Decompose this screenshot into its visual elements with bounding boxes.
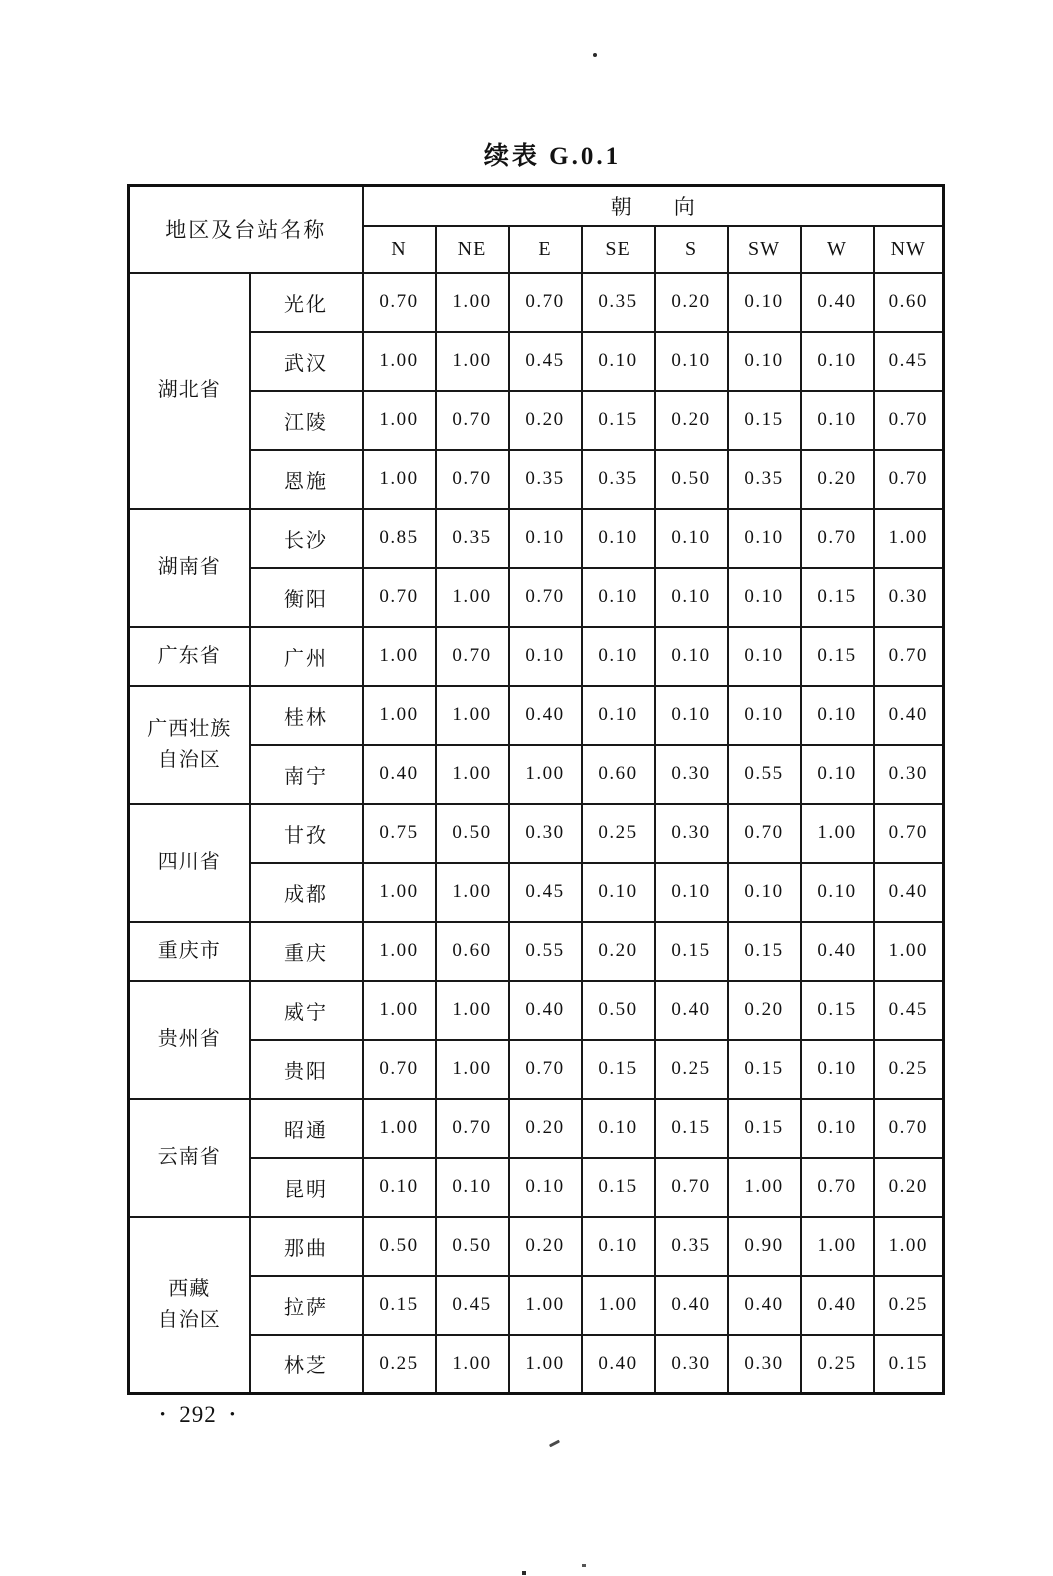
- header-direction-s: S: [655, 226, 728, 273]
- value-cell: 0.50: [582, 981, 655, 1040]
- value-cell: 0.55: [509, 922, 582, 981]
- value-cell: 0.20: [655, 391, 728, 450]
- value-cell: 0.40: [655, 1276, 728, 1335]
- station-cell: 南宁: [250, 745, 363, 804]
- value-cell: 0.10: [509, 509, 582, 568]
- value-cell: 0.25: [363, 1335, 436, 1394]
- value-cell: 1.00: [728, 1158, 801, 1217]
- value-cell: 1.00: [363, 627, 436, 686]
- value-cell: 0.40: [363, 745, 436, 804]
- value-cell: 0.10: [655, 627, 728, 686]
- value-cell: 1.00: [436, 981, 509, 1040]
- table-title: 续表 G.0.1: [483, 143, 622, 170]
- value-cell: 0.70: [874, 391, 944, 450]
- region-cell: [129, 1217, 250, 1394]
- value-cell: 0.10: [801, 686, 874, 745]
- value-cell: 0.70: [436, 450, 509, 509]
- value-cell: 0.70: [655, 1158, 728, 1217]
- value-cell: 0.20: [801, 450, 874, 509]
- header-region-station: 地区及台站名称: [129, 186, 363, 273]
- value-cell: 1.00: [436, 686, 509, 745]
- value-cell: 0.10: [801, 1040, 874, 1099]
- value-cell: 0.30: [655, 745, 728, 804]
- value-cell: 0.70: [509, 273, 582, 332]
- station-cell: 衡阳: [250, 568, 363, 627]
- value-cell: 0.70: [363, 568, 436, 627]
- value-cell: 0.50: [363, 1217, 436, 1276]
- value-cell: 0.30: [874, 745, 944, 804]
- table-row: [129, 509, 944, 568]
- value-cell: 0.35: [436, 509, 509, 568]
- station-cell: 昆明: [250, 1158, 363, 1217]
- value-cell: 0.40: [509, 686, 582, 745]
- value-cell: 1.00: [509, 1335, 582, 1394]
- value-cell: 0.30: [728, 1335, 801, 1394]
- value-cell: 0.75: [363, 804, 436, 863]
- value-cell: 0.10: [582, 568, 655, 627]
- region-cell: [129, 804, 250, 922]
- value-cell: 0.10: [728, 863, 801, 922]
- value-cell: 0.40: [582, 1335, 655, 1394]
- value-cell: 0.70: [728, 804, 801, 863]
- region-cell: [129, 1099, 250, 1217]
- value-cell: 0.70: [509, 1040, 582, 1099]
- table-row: [129, 450, 944, 509]
- value-cell: 0.35: [728, 450, 801, 509]
- value-cell: 0.20: [509, 1217, 582, 1276]
- table-row: [129, 1276, 944, 1335]
- station-cell: 光化: [250, 273, 363, 332]
- header-row-top: [129, 186, 944, 226]
- scan-artifact-dot: [582, 1564, 586, 1567]
- value-cell: 0.15: [801, 568, 874, 627]
- value-cell: 0.10: [582, 1099, 655, 1158]
- value-cell: 0.15: [582, 391, 655, 450]
- station-cell: 那曲: [250, 1217, 363, 1276]
- header-orientation: 朝 向: [363, 186, 944, 226]
- value-cell: 0.25: [874, 1040, 944, 1099]
- value-cell: 1.00: [363, 981, 436, 1040]
- value-cell: 0.40: [801, 922, 874, 981]
- value-cell: 0.70: [363, 1040, 436, 1099]
- value-cell: 1.00: [363, 863, 436, 922]
- value-cell: 1.00: [509, 745, 582, 804]
- station-cell: 恩施: [250, 450, 363, 509]
- value-cell: 0.10: [509, 1158, 582, 1217]
- table-row: [129, 1335, 944, 1394]
- value-cell: 0.50: [436, 804, 509, 863]
- value-cell: 0.70: [509, 568, 582, 627]
- value-cell: 0.20: [655, 273, 728, 332]
- value-cell: 0.35: [582, 273, 655, 332]
- value-cell: 0.70: [801, 509, 874, 568]
- value-cell: 0.85: [363, 509, 436, 568]
- value-cell: 0.10: [801, 1099, 874, 1158]
- value-cell: 0.10: [582, 332, 655, 391]
- station-cell: 威宁: [250, 981, 363, 1040]
- value-cell: 0.15: [728, 922, 801, 981]
- value-cell: 1.00: [363, 332, 436, 391]
- scan-artifact-dot: [522, 1571, 526, 1575]
- value-cell: 0.45: [436, 1276, 509, 1335]
- value-cell: 0.30: [655, 1335, 728, 1394]
- table-row: [129, 1040, 944, 1099]
- value-cell: 0.10: [801, 391, 874, 450]
- value-cell: 1.00: [363, 450, 436, 509]
- value-cell: 1.00: [582, 1276, 655, 1335]
- table-row: [129, 273, 944, 332]
- station-cell: 昭通: [250, 1099, 363, 1158]
- value-cell: 0.10: [728, 332, 801, 391]
- value-cell: 0.40: [874, 686, 944, 745]
- station-cell: 武汉: [250, 332, 363, 391]
- region-name: 西藏: [168, 1277, 211, 1300]
- value-cell: 0.20: [874, 1158, 944, 1217]
- value-cell: 1.00: [436, 1335, 509, 1394]
- value-cell: 1.00: [874, 1217, 944, 1276]
- value-cell: 0.15: [655, 1099, 728, 1158]
- value-cell: 0.70: [874, 450, 944, 509]
- value-cell: 0.70: [801, 1158, 874, 1217]
- page-number: [147, 1402, 249, 1428]
- table-row: [129, 745, 944, 804]
- value-cell: 0.15: [874, 1335, 944, 1394]
- value-cell: 0.70: [436, 627, 509, 686]
- table-row: [129, 627, 944, 686]
- table-row: [129, 804, 944, 863]
- table-row: [129, 568, 944, 627]
- station-cell: 江陵: [250, 391, 363, 450]
- region-cell: [129, 686, 250, 804]
- value-cell: 0.10: [436, 1158, 509, 1217]
- header-direction-sw: SW: [728, 226, 801, 273]
- value-cell: 0.10: [582, 509, 655, 568]
- value-cell: 0.30: [655, 804, 728, 863]
- value-cell: 0.15: [655, 922, 728, 981]
- value-cell: 0.35: [509, 450, 582, 509]
- header-direction-ne: NE: [436, 226, 509, 273]
- value-cell: 0.70: [436, 391, 509, 450]
- header-direction-se: SE: [582, 226, 655, 273]
- scan-artifact-dot: [593, 53, 597, 57]
- value-cell: 0.10: [801, 863, 874, 922]
- value-cell: 0.10: [801, 332, 874, 391]
- region-name: 云南省: [157, 1146, 221, 1168]
- value-cell: 0.60: [874, 273, 944, 332]
- value-cell: 0.70: [874, 804, 944, 863]
- value-cell: 0.70: [363, 273, 436, 332]
- station-cell: 林芝: [250, 1335, 363, 1394]
- region-cell: [129, 509, 250, 627]
- value-cell: 1.00: [436, 273, 509, 332]
- value-cell: 0.70: [874, 1099, 944, 1158]
- value-cell: 0.10: [582, 863, 655, 922]
- value-cell: 0.40: [655, 981, 728, 1040]
- value-cell: 0.25: [655, 1040, 728, 1099]
- table-row: [129, 922, 944, 981]
- value-cell: 0.10: [728, 627, 801, 686]
- value-cell: 0.20: [509, 391, 582, 450]
- value-cell: 0.60: [436, 922, 509, 981]
- region-cell: [129, 922, 250, 981]
- page-number-dot-right: •: [229, 1406, 237, 1423]
- region-name: 广西壮族: [147, 717, 232, 740]
- station-cell: 甘孜: [250, 804, 363, 863]
- value-cell: 0.70: [436, 1099, 509, 1158]
- value-cell: 1.00: [363, 686, 436, 745]
- table-row: [129, 1158, 944, 1217]
- value-cell: 0.40: [509, 981, 582, 1040]
- value-cell: 0.15: [728, 391, 801, 450]
- table-row: [129, 1217, 944, 1276]
- value-cell: 0.10: [363, 1158, 436, 1217]
- value-cell: 1.00: [436, 1040, 509, 1099]
- value-cell: 0.25: [582, 804, 655, 863]
- value-cell: 0.15: [801, 981, 874, 1040]
- value-cell: 0.45: [509, 863, 582, 922]
- value-cell: 0.45: [874, 332, 944, 391]
- station-cell: 桂林: [250, 686, 363, 745]
- value-cell: 0.40: [801, 273, 874, 332]
- value-cell: 0.15: [582, 1040, 655, 1099]
- region-name: 湖南省: [157, 556, 221, 578]
- value-cell: 0.40: [728, 1276, 801, 1335]
- value-cell: 0.10: [655, 863, 728, 922]
- value-cell: 0.15: [363, 1276, 436, 1335]
- table-row: [129, 981, 944, 1040]
- value-cell: 0.10: [582, 627, 655, 686]
- value-cell: 1.00: [801, 1217, 874, 1276]
- region-cell: [129, 273, 250, 509]
- value-cell: 0.10: [582, 686, 655, 745]
- value-cell: 0.10: [655, 509, 728, 568]
- header-direction-e: E: [509, 226, 582, 273]
- value-cell: 0.55: [728, 745, 801, 804]
- page-number-dot-left: •: [160, 1406, 167, 1423]
- header-direction-n: N: [363, 226, 436, 273]
- value-cell: 1.00: [509, 1276, 582, 1335]
- value-cell: 1.00: [436, 745, 509, 804]
- station-cell: 成都: [250, 863, 363, 922]
- value-cell: 0.70: [874, 627, 944, 686]
- value-cell: 0.50: [655, 450, 728, 509]
- value-cell: 0.25: [874, 1276, 944, 1335]
- value-cell: 1.00: [363, 391, 436, 450]
- value-cell: 0.30: [509, 804, 582, 863]
- value-cell: 0.10: [728, 273, 801, 332]
- station-cell: 广州: [250, 627, 363, 686]
- value-cell: 0.35: [582, 450, 655, 509]
- header-direction-w: W: [801, 226, 874, 273]
- table-row: [129, 863, 944, 922]
- value-cell: 0.10: [655, 568, 728, 627]
- value-cell: 0.45: [509, 332, 582, 391]
- value-cell: 1.00: [801, 804, 874, 863]
- station-cell: 拉萨: [250, 1276, 363, 1335]
- scan-artifact-mark: [549, 1440, 560, 1448]
- value-cell: 1.00: [436, 863, 509, 922]
- value-cell: 0.10: [728, 686, 801, 745]
- value-cell: 0.10: [801, 745, 874, 804]
- region-name: 四川省: [157, 851, 221, 873]
- value-cell: 1.00: [363, 1099, 436, 1158]
- region-name: 贵州省: [157, 1028, 221, 1050]
- value-cell: 0.10: [582, 1217, 655, 1276]
- value-cell: 0.40: [801, 1276, 874, 1335]
- station-cell: 贵阳: [250, 1040, 363, 1099]
- value-cell: 0.30: [874, 568, 944, 627]
- value-cell: 0.20: [509, 1099, 582, 1158]
- region-cell: [129, 627, 250, 686]
- value-cell: 1.00: [874, 922, 944, 981]
- value-cell: 0.35: [655, 1217, 728, 1276]
- value-cell: 0.90: [728, 1217, 801, 1276]
- station-cell: 重庆: [250, 922, 363, 981]
- region-name: 自治区: [157, 1308, 221, 1331]
- value-cell: 0.40: [874, 863, 944, 922]
- table-row: [129, 1099, 944, 1158]
- value-cell: 0.10: [728, 509, 801, 568]
- header-direction-nw: NW: [874, 226, 944, 273]
- table-row: [129, 332, 944, 391]
- table-row: [129, 686, 944, 745]
- value-cell: 0.45: [874, 981, 944, 1040]
- value-cell: 0.15: [728, 1040, 801, 1099]
- value-cell: 0.25: [801, 1335, 874, 1394]
- value-cell: 0.50: [436, 1217, 509, 1276]
- region-name: 重庆市: [157, 939, 221, 962]
- value-cell: 0.10: [655, 686, 728, 745]
- value-cell: 0.20: [582, 922, 655, 981]
- value-cell: 0.15: [728, 1099, 801, 1158]
- region-name: 湖北省: [157, 379, 221, 401]
- region-name: 广东省: [157, 644, 221, 667]
- value-cell: 0.10: [655, 332, 728, 391]
- value-cell: 0.10: [509, 627, 582, 686]
- value-cell: 1.00: [874, 509, 944, 568]
- value-cell: 1.00: [436, 332, 509, 391]
- value-cell: 0.10: [728, 568, 801, 627]
- region-cell: [129, 981, 250, 1099]
- region-name: 自治区: [157, 748, 221, 771]
- value-cell: 0.20: [728, 981, 801, 1040]
- value-cell: 0.60: [582, 745, 655, 804]
- orientation-factor-table: [127, 184, 945, 1395]
- value-cell: 1.00: [363, 922, 436, 981]
- value-cell: 1.00: [436, 568, 509, 627]
- value-cell: 0.15: [801, 627, 874, 686]
- value-cell: 0.15: [582, 1158, 655, 1217]
- page-number-value: 292: [179, 1402, 217, 1427]
- table-row: [129, 391, 944, 450]
- station-cell: 长沙: [250, 509, 363, 568]
